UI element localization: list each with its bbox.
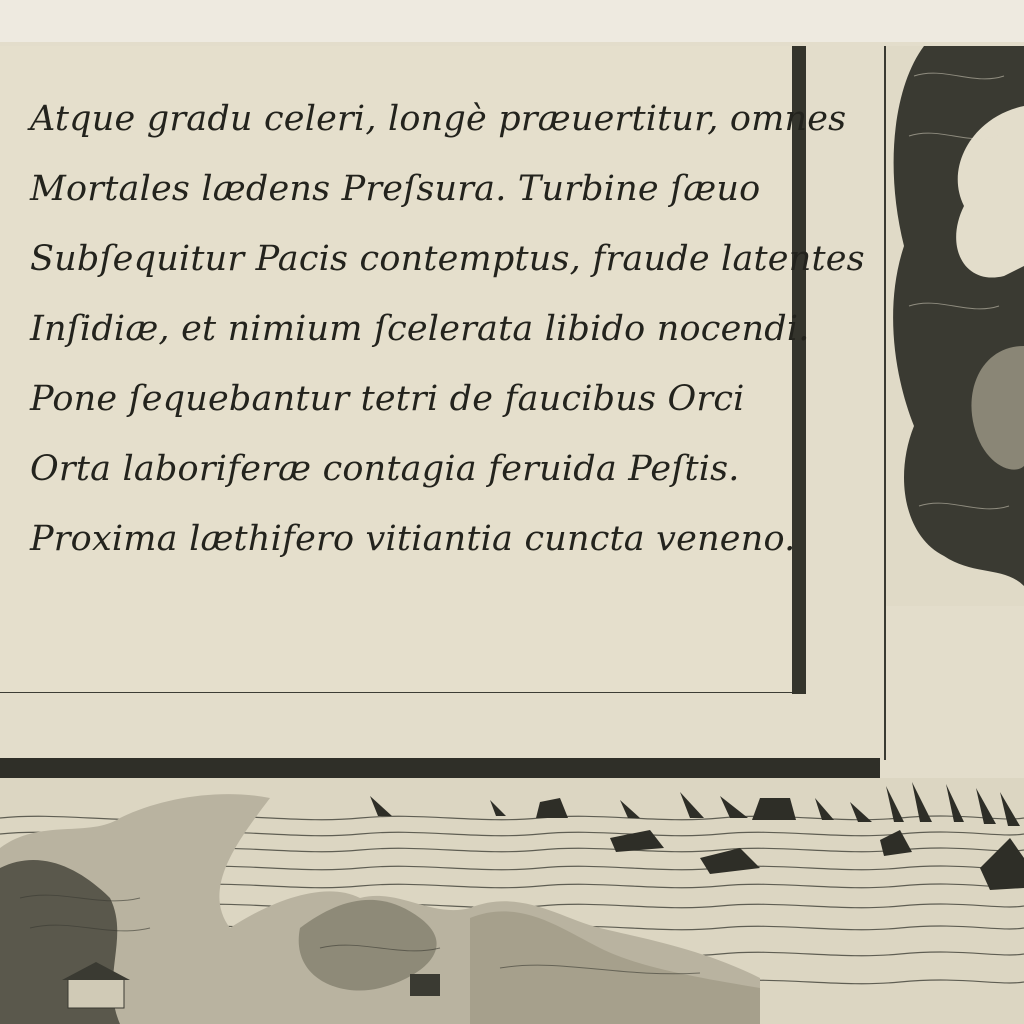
verse-line: Atque gradu celeri, longè præuertitur, omnes <box>30 99 847 139</box>
verse-line: Orta laboriferæ contagia feruida Peſtis. <box>30 449 740 489</box>
landscape-engraving <box>0 778 1024 1024</box>
verse-line: Subſequitur Pacis contemptus, fraude latentes <box>30 239 865 279</box>
verse-line: Mortales lædens Preſsura. Turbine ſæuo <box>30 169 761 209</box>
frame-shadow-border <box>0 758 880 778</box>
verse-line: Pone ſequebantur tetri de faucibus Orci <box>30 379 745 419</box>
paper-margin <box>0 0 1024 42</box>
verse-line: Proxima læthifero vitiantia cuncta veneno. <box>30 519 796 559</box>
verse-line: Inſidiæ, et nimium ſcelerata libido nocendi. <box>30 309 810 349</box>
latin-verse <box>30 84 865 574</box>
cloud-engraving <box>884 46 1024 606</box>
